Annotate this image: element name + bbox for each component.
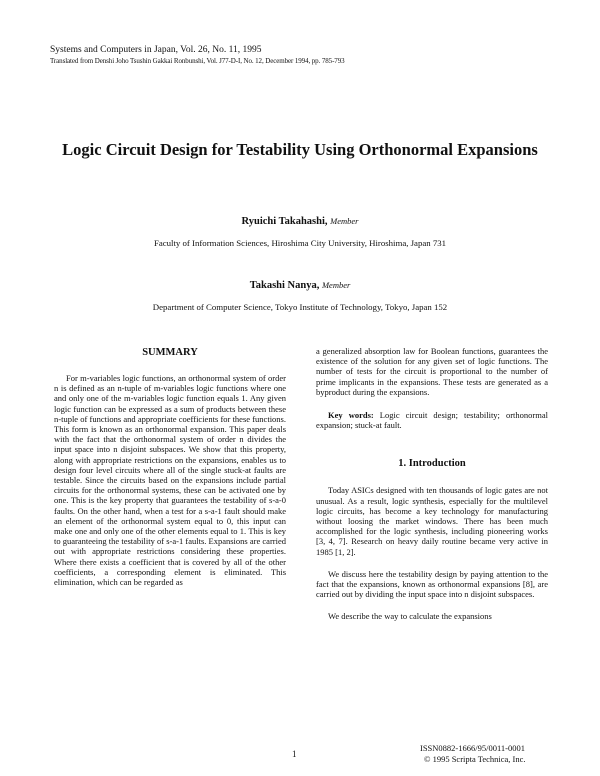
copyright: © 1995 Scripta Technica, Inc. bbox=[424, 753, 526, 764]
author-1 bbox=[40, 215, 560, 228]
author-1-role: Member bbox=[330, 216, 359, 226]
left-column bbox=[54, 346, 286, 587]
intro-paragraph-3: We describe the way to calculate the expansions bbox=[328, 611, 492, 622]
paper-title: Logic Circuit Design for Testability Using Orthonormal Expansions bbox=[62, 140, 538, 159]
summary-continuation: a generalized absorption law for Boolean functions, guarantees the existence of the solution for any given set of logic functions. The number of tests for the circuit is proportional to the number of prime implicants in the expansions. These tests are generated as a byproduct during the expansions. bbox=[316, 346, 548, 397]
author-2-role: Member bbox=[321, 280, 351, 290]
translation-note: Translated from Denshi Joho Tsushin Gakkai Ronbunshi, Vol. J77-D-I, No. 12, December 1994, pp. 785-793 bbox=[50, 57, 345, 65]
journal-header bbox=[50, 44, 570, 66]
introduction-heading: 1. Introduction bbox=[398, 458, 466, 470]
intro-paragraph-1: Today ASICs designed with ten thousands of logic gates are not unusual. As a result, logic synthesis, especially for the multilevel logic circuits, has become a key technology for manufacturing without loosing the market windows. There has been much accomplished for the logic synthesis, including pioneering works [3, 4, 7]. Research on heavy daily routine became very active in 1985 [1, 2]. bbox=[316, 485, 548, 557]
keywords-text: Logic circuit design; testability; orthonormal expansion; stuck-at fault. bbox=[316, 410, 548, 431]
intro-paragraph-2: We discuss here the testability design by paying attention to the fact that the expansions, known as orthonormal expansions [8], are carried out by dividing the input space into n disjoint subspaces. bbox=[316, 568, 548, 600]
author-2-name: Takashi Nanya, bbox=[249, 280, 320, 291]
page-number: 1 bbox=[292, 749, 297, 759]
author-1-name: Ryuichi Takahashi, bbox=[241, 216, 328, 227]
author-2 bbox=[40, 279, 560, 292]
publication-info bbox=[420, 743, 526, 764]
summary-text: For m-variables logic functions, an orthonormal system of order n is defined as an n-tuple of m-variables logic functions where one and only one of the m-variables logic function equals 1. Any given logic function can be expressed as a sum of products between these n-tuple of functions and appropriate coefficients for these functions. This form is known as an orthonormal expansion. This paper deals with the fact that the orthonormal system of order n divides the input space into n disjoint subspaces. We show that this property, along with appropriate restrictions on the expansions, enables us to design four level circuits where all of the single stuck-at faults are testable. Since the circuits based on the expansions include partial circuits for the orthonormal systems, these can be activated one by one. This is the key property that guarantees the testability of s-a-0 faults. On the other hand, when a test for a s-a-1 fault should make an element of the orthonormal system equal to 0, this input can make one and only one of the other elements equal to 1. This is key to guaranteeing the testability of s-a-1 faults. Expansions are carried out with appropriate restrictions considering these properties. Where there exists a coefficient that is covered by all of the other coefficients, a corresponding element is eliminated. This elimination, which can be regarded as bbox=[54, 373, 286, 588]
journal-citation: Systems and Computers in Japan, Vol. 26, No. 11, 1995 bbox=[50, 45, 262, 55]
author-1-affiliation: Faculty of Information Sciences, Hiroshima City University, Hiroshima, Japan 731 bbox=[153, 238, 447, 248]
issn: ISSN0882-1666/95/0011-0001 bbox=[420, 743, 525, 753]
right-column bbox=[316, 346, 548, 622]
keywords-label: Key words: bbox=[328, 410, 374, 421]
summary-heading: SUMMARY bbox=[142, 347, 198, 358]
keywords bbox=[316, 410, 548, 430]
author-2-affiliation: Department of Computer Science, Tokyo Institute of Technology, Tokyo, Japan 152 bbox=[152, 302, 448, 312]
